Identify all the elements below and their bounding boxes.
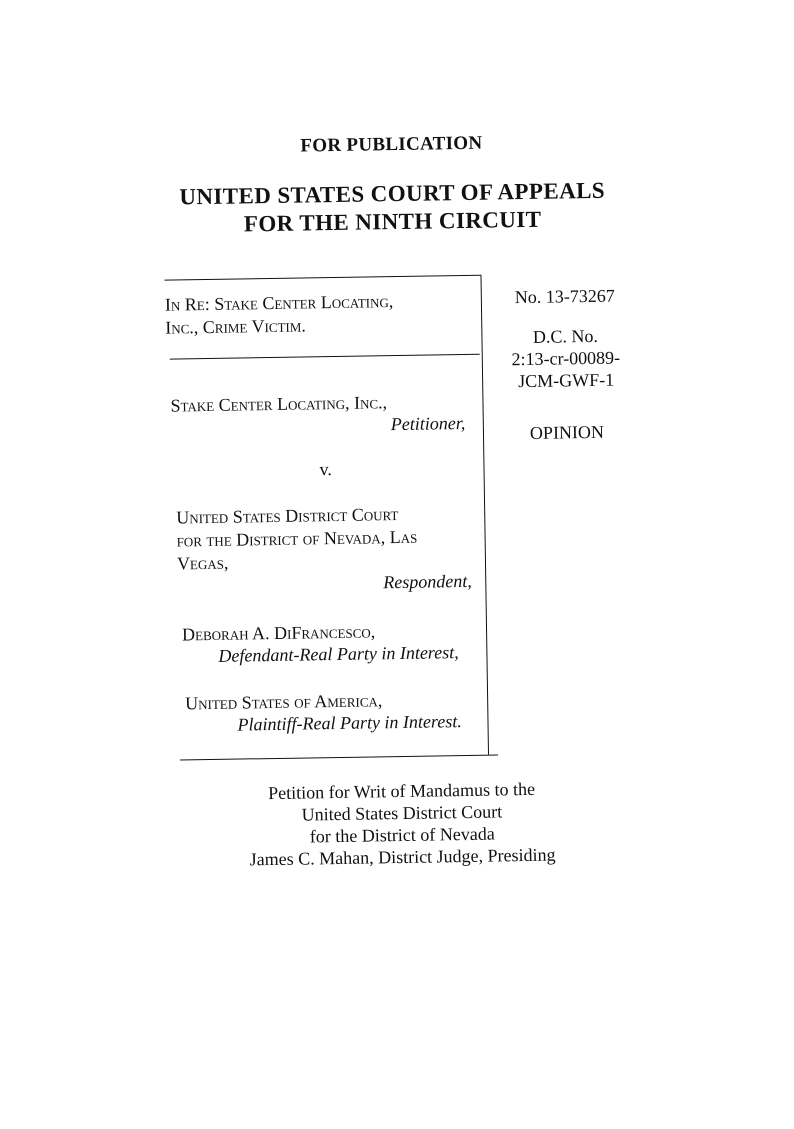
case-info	[495, 284, 637, 444]
caption-top-rule	[165, 275, 481, 281]
dc-label: D.C. No.	[532, 325, 599, 347]
defendant-name: Deborah A. DiFrancesco,	[181, 621, 376, 645]
opinion-label: OPINION	[529, 421, 605, 443]
respondent-line-2: for the District of Nevada, Las	[176, 526, 418, 551]
court-title	[0, 174, 790, 242]
in-re-line-1: In Re: Stake Center Locating,	[164, 291, 394, 315]
petition-line-4: James C. Mahan, District Judge, Presiding	[249, 844, 556, 870]
caption-middle-rule	[170, 354, 480, 360]
petition-line-2: United States District Court	[301, 801, 503, 825]
caption-bottom-rule	[180, 754, 498, 760]
in-re-line-2: Inc., Crime Victim.	[165, 315, 306, 338]
respondent-role: Respondent,	[383, 570, 472, 593]
dc-number-line-2: JCM-GWF-1	[517, 369, 615, 392]
court-title-line-1: UNITED STATES COURT OF APPEALS	[179, 177, 606, 210]
petitioner-role: Petitioner,	[390, 412, 466, 435]
respondent-line-3: Vegas,	[176, 552, 229, 574]
case-caption	[165, 275, 493, 762]
petition-line-3: for the District of Nevada	[309, 823, 495, 847]
defendant-role: Defendant-Real Party in Interest,	[218, 642, 459, 666]
publication-label: FOR PUBLICATION	[300, 132, 483, 157]
versus-label: v.	[319, 459, 333, 480]
caption-vertical-rule	[480, 275, 489, 755]
court-title-line-2: FOR THE NINTH CIRCUIT	[243, 206, 542, 237]
petition-block	[4, 774, 794, 874]
respondent-line-1: United States District Court	[176, 504, 399, 528]
petition-line-1: Petition for Writ of Mandamus to the	[267, 778, 536, 804]
petitioner-name: Stake Center Locating, Inc.,	[170, 392, 388, 416]
plaintiff-role: Plaintiff-Real Party in Interest.	[237, 711, 462, 735]
docket-number: No. 13-73267	[514, 285, 615, 308]
plaintiff-name: United States of America,	[185, 690, 383, 714]
dc-number-line-1: 2:13-cr-00089-	[511, 347, 621, 370]
